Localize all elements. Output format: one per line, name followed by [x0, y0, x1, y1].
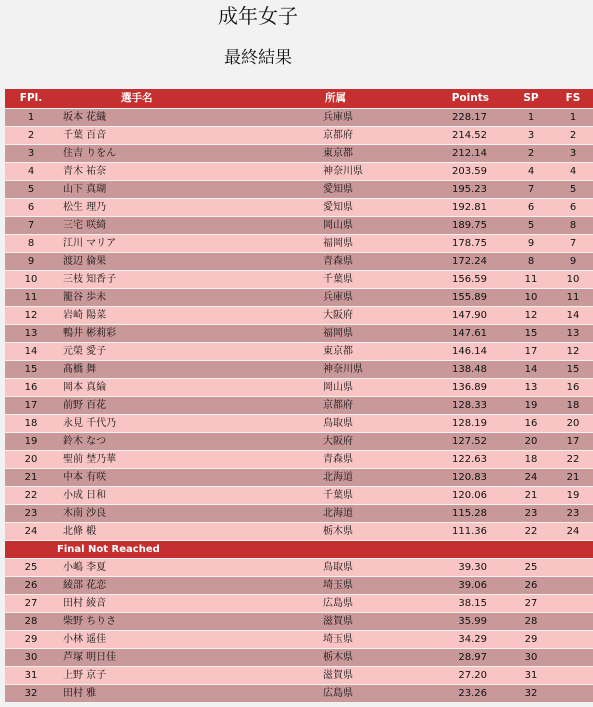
- table-row: [5, 361, 593, 379]
- table-row: [5, 307, 593, 325]
- table-row: [5, 109, 593, 127]
- points-cell: 138.48: [399, 361, 509, 379]
- club-cell: 埼玉県: [321, 631, 399, 649]
- fs-rank-cell: [553, 649, 593, 667]
- club-cell: 埼玉県: [321, 577, 399, 595]
- table-row: [5, 271, 593, 289]
- table-row: [5, 181, 593, 199]
- skater-name-cell: 髙橋 舞: [57, 361, 321, 379]
- fs-rank-cell: 9: [553, 253, 593, 271]
- table-row: [5, 379, 593, 397]
- rank-cell: 20: [5, 451, 57, 469]
- rank-cell: 29: [5, 631, 57, 649]
- sp-rank-cell: 2: [509, 145, 553, 163]
- fs-rank-cell: [553, 631, 593, 649]
- rank-cell: 18: [5, 415, 57, 433]
- club-cell: 北海道: [321, 505, 399, 523]
- points-cell: 120.83: [399, 469, 509, 487]
- fs-rank-cell: 8: [553, 217, 593, 235]
- table-row: [5, 343, 593, 361]
- fs-rank-cell: 24: [553, 523, 593, 541]
- skater-name-cell: 田村 雅: [57, 685, 321, 703]
- points-cell: 178.75: [399, 235, 509, 253]
- rank-cell: 13: [5, 325, 57, 343]
- sp-rank-cell: 1: [509, 109, 553, 127]
- sp-rank-cell: 11: [509, 271, 553, 289]
- sp-rank-cell: 30: [509, 649, 553, 667]
- rank-cell: 10: [5, 271, 57, 289]
- club-cell: 愛知県: [321, 199, 399, 217]
- skater-name-cell: 小林 遥佳: [57, 631, 321, 649]
- sp-rank-cell: 18: [509, 451, 553, 469]
- club-cell: 栃木県: [321, 523, 399, 541]
- table-header-row: [5, 89, 593, 109]
- sp-rank-cell: 23: [509, 505, 553, 523]
- skater-name-cell: 岩崎 陽菜: [57, 307, 321, 325]
- sp-rank-cell: 28: [509, 613, 553, 631]
- club-cell: 青森県: [321, 253, 399, 271]
- sp-rank-cell: 13: [509, 379, 553, 397]
- club-cell: 滋賀県: [321, 613, 399, 631]
- club-cell: 神奈川県: [321, 361, 399, 379]
- club-cell: 東京都: [321, 343, 399, 361]
- table-row: [5, 595, 593, 613]
- table-row: [5, 127, 593, 145]
- sp-rank-cell: 32: [509, 685, 553, 703]
- skater-name-cell: 坂本 花織: [57, 109, 321, 127]
- sp-rank-cell: 26: [509, 577, 553, 595]
- club-cell: 鳥取県: [321, 559, 399, 577]
- skater-name-cell: 綾部 花恋: [57, 577, 321, 595]
- header-fs: FS: [553, 89, 593, 109]
- rank-cell: 30: [5, 649, 57, 667]
- points-cell: 189.75: [399, 217, 509, 235]
- points-cell: 192.81: [399, 199, 509, 217]
- section-header-final-not-reached: [5, 541, 593, 559]
- skater-name-cell: 青木 祐奈: [57, 163, 321, 181]
- sp-rank-cell: 5: [509, 217, 553, 235]
- section-label: Final Not Reached: [57, 541, 593, 559]
- fs-rank-cell: 18: [553, 397, 593, 415]
- skater-name-cell: 千葉 百音: [57, 127, 321, 145]
- table-row: [5, 685, 593, 703]
- skater-name-cell: 三宅 咲綺: [57, 217, 321, 235]
- table-row: [5, 235, 593, 253]
- table-row: [5, 415, 593, 433]
- sp-rank-cell: 20: [509, 433, 553, 451]
- points-cell: 214.52: [399, 127, 509, 145]
- skater-name-cell: 北條 椴: [57, 523, 321, 541]
- skater-name-cell: 渡辺 倫果: [57, 253, 321, 271]
- fs-rank-cell: 10: [553, 271, 593, 289]
- table-row: [5, 505, 593, 523]
- points-cell: 172.24: [399, 253, 509, 271]
- header-sp: SP: [509, 89, 553, 109]
- table-row: [5, 523, 593, 541]
- club-cell: 京都府: [321, 127, 399, 145]
- club-cell: 福岡県: [321, 325, 399, 343]
- rank-cell: 17: [5, 397, 57, 415]
- rank-cell: 12: [5, 307, 57, 325]
- club-cell: 岡山県: [321, 217, 399, 235]
- fs-rank-cell: 19: [553, 487, 593, 505]
- rank-cell: 25: [5, 559, 57, 577]
- fs-rank-cell: [553, 577, 593, 595]
- skater-name-cell: 永見 千代乃: [57, 415, 321, 433]
- rank-cell: 31: [5, 667, 57, 685]
- fs-rank-cell: 13: [553, 325, 593, 343]
- skater-name-cell: 元榮 愛子: [57, 343, 321, 361]
- table-row: [5, 649, 593, 667]
- table-row: [5, 613, 593, 631]
- skater-name-cell: 中本 有咲: [57, 469, 321, 487]
- points-cell: 122.63: [399, 451, 509, 469]
- fs-rank-cell: 2: [553, 127, 593, 145]
- points-cell: 120.06: [399, 487, 509, 505]
- points-cell: 146.14: [399, 343, 509, 361]
- table-row: [5, 163, 593, 181]
- points-cell: 156.59: [399, 271, 509, 289]
- fs-rank-cell: 16: [553, 379, 593, 397]
- club-cell: 愛知県: [321, 181, 399, 199]
- table-row: [5, 289, 593, 307]
- club-cell: 神奈川県: [321, 163, 399, 181]
- skater-name-cell: 小嶋 李夏: [57, 559, 321, 577]
- sp-rank-cell: 12: [509, 307, 553, 325]
- rank-cell: 19: [5, 433, 57, 451]
- fs-rank-cell: 22: [553, 451, 593, 469]
- skater-name-cell: 上野 京子: [57, 667, 321, 685]
- points-cell: 35.99: [399, 613, 509, 631]
- fs-rank-cell: 4: [553, 163, 593, 181]
- club-cell: 千葉県: [321, 487, 399, 505]
- club-cell: 福岡県: [321, 235, 399, 253]
- fs-rank-cell: 15: [553, 361, 593, 379]
- skater-name-cell: 聖前 埜乃華: [57, 451, 321, 469]
- rank-cell: 3: [5, 145, 57, 163]
- club-cell: 大阪府: [321, 433, 399, 451]
- section-spacer: [5, 541, 57, 559]
- points-cell: 38.15: [399, 595, 509, 613]
- sp-rank-cell: 4: [509, 163, 553, 181]
- table-row: [5, 631, 593, 649]
- rank-cell: 26: [5, 577, 57, 595]
- fs-rank-cell: [553, 613, 593, 631]
- fs-rank-cell: 20: [553, 415, 593, 433]
- rank-cell: 15: [5, 361, 57, 379]
- points-cell: 34.29: [399, 631, 509, 649]
- skater-name-cell: 鈴木 なつ: [57, 433, 321, 451]
- table-row: [5, 487, 593, 505]
- points-cell: 39.30: [399, 559, 509, 577]
- skater-name-cell: 田村 綾音: [57, 595, 321, 613]
- table-row: [5, 667, 593, 685]
- points-cell: 39.06: [399, 577, 509, 595]
- fs-rank-cell: [553, 685, 593, 703]
- sp-rank-cell: 7: [509, 181, 553, 199]
- rank-cell: 21: [5, 469, 57, 487]
- sp-rank-cell: 15: [509, 325, 553, 343]
- fs-rank-cell: 3: [553, 145, 593, 163]
- fs-rank-cell: [553, 667, 593, 685]
- skater-name-cell: 岡本 真綸: [57, 379, 321, 397]
- club-cell: 京都府: [321, 397, 399, 415]
- rank-cell: 23: [5, 505, 57, 523]
- rank-cell: 1: [5, 109, 57, 127]
- rank-cell: 22: [5, 487, 57, 505]
- results-body: [5, 109, 593, 703]
- rank-cell: 7: [5, 217, 57, 235]
- fs-rank-cell: 1: [553, 109, 593, 127]
- table-row: [5, 433, 593, 451]
- table-row: [5, 253, 593, 271]
- club-cell: 広島県: [321, 685, 399, 703]
- table-row: [5, 325, 593, 343]
- fs-rank-cell: [553, 559, 593, 577]
- club-cell: 大阪府: [321, 307, 399, 325]
- sp-rank-cell: 8: [509, 253, 553, 271]
- sp-rank-cell: 25: [509, 559, 553, 577]
- skater-name-cell: 山下 真瑚: [57, 181, 321, 199]
- club-cell: 岡山県: [321, 379, 399, 397]
- rank-cell: 2: [5, 127, 57, 145]
- table-row: [5, 199, 593, 217]
- points-cell: 128.33: [399, 397, 509, 415]
- table-row: [5, 397, 593, 415]
- rank-cell: 6: [5, 199, 57, 217]
- club-cell: 鳥取県: [321, 415, 399, 433]
- sp-rank-cell: 27: [509, 595, 553, 613]
- skater-name-cell: 芦塚 明日佳: [57, 649, 321, 667]
- results-table: [5, 89, 593, 703]
- skater-name-cell: 松生 理乃: [57, 199, 321, 217]
- table-row: [5, 145, 593, 163]
- fs-rank-cell: 7: [553, 235, 593, 253]
- skater-name-cell: 籠谷 歩未: [57, 289, 321, 307]
- points-cell: 203.59: [399, 163, 509, 181]
- rank-cell: 8: [5, 235, 57, 253]
- sp-rank-cell: 10: [509, 289, 553, 307]
- header-club: 所属: [321, 89, 399, 109]
- points-cell: 147.61: [399, 325, 509, 343]
- points-cell: 23.26: [399, 685, 509, 703]
- points-cell: 228.17: [399, 109, 509, 127]
- club-cell: 兵庫県: [321, 289, 399, 307]
- rank-cell: 24: [5, 523, 57, 541]
- points-cell: 27.20: [399, 667, 509, 685]
- points-cell: 111.36: [399, 523, 509, 541]
- table-row: [5, 559, 593, 577]
- sp-rank-cell: 22: [509, 523, 553, 541]
- points-cell: 155.89: [399, 289, 509, 307]
- skater-name-cell: 三枝 知香子: [57, 271, 321, 289]
- points-cell: 28.97: [399, 649, 509, 667]
- rank-cell: 27: [5, 595, 57, 613]
- fs-rank-cell: [553, 595, 593, 613]
- club-cell: 青森県: [321, 451, 399, 469]
- points-cell: 128.19: [399, 415, 509, 433]
- sp-rank-cell: 9: [509, 235, 553, 253]
- fs-rank-cell: 17: [553, 433, 593, 451]
- table-row: [5, 469, 593, 487]
- skater-name-cell: 住吉 りをん: [57, 145, 321, 163]
- club-cell: 広島県: [321, 595, 399, 613]
- rank-cell: 32: [5, 685, 57, 703]
- header-points: Points: [399, 89, 509, 109]
- sp-rank-cell: 6: [509, 199, 553, 217]
- rank-cell: 16: [5, 379, 57, 397]
- skater-name-cell: 鴨井 彬莉彩: [57, 325, 321, 343]
- rank-cell: 14: [5, 343, 57, 361]
- sp-rank-cell: 3: [509, 127, 553, 145]
- points-cell: 212.14: [399, 145, 509, 163]
- points-cell: 195.23: [399, 181, 509, 199]
- fs-rank-cell: 5: [553, 181, 593, 199]
- sp-rank-cell: 21: [509, 487, 553, 505]
- club-cell: 東京都: [321, 145, 399, 163]
- rank-cell: 4: [5, 163, 57, 181]
- points-cell: 127.52: [399, 433, 509, 451]
- fs-rank-cell: 14: [553, 307, 593, 325]
- sp-rank-cell: 31: [509, 667, 553, 685]
- skater-name-cell: 柴野 ちりさ: [57, 613, 321, 631]
- table-row: [5, 217, 593, 235]
- club-cell: 栃木県: [321, 649, 399, 667]
- rank-cell: 11: [5, 289, 57, 307]
- sp-rank-cell: 24: [509, 469, 553, 487]
- club-cell: 滋賀県: [321, 667, 399, 685]
- sp-rank-cell: 14: [509, 361, 553, 379]
- sp-rank-cell: 17: [509, 343, 553, 361]
- club-cell: 北海道: [321, 469, 399, 487]
- points-cell: 115.28: [399, 505, 509, 523]
- skater-name-cell: 前野 百花: [57, 397, 321, 415]
- sp-rank-cell: 16: [509, 415, 553, 433]
- page-title: 成年女子: [218, 4, 298, 28]
- header-rank: FPl.: [5, 89, 57, 109]
- sp-rank-cell: 19: [509, 397, 553, 415]
- fs-rank-cell: 11: [553, 289, 593, 307]
- rank-cell: 9: [5, 253, 57, 271]
- skater-name-cell: 小成 日和: [57, 487, 321, 505]
- rank-cell: 5: [5, 181, 57, 199]
- rank-cell: 28: [5, 613, 57, 631]
- club-cell: 千葉県: [321, 271, 399, 289]
- points-cell: 147.90: [399, 307, 509, 325]
- fs-rank-cell: 6: [553, 199, 593, 217]
- points-cell: 136.89: [399, 379, 509, 397]
- table-row: [5, 451, 593, 469]
- page-subtitle: 最終結果: [224, 48, 292, 68]
- skater-name-cell: 木南 沙良: [57, 505, 321, 523]
- table-row: [5, 577, 593, 595]
- sp-rank-cell: 29: [509, 631, 553, 649]
- header-name: 選手名: [57, 89, 321, 109]
- skater-name-cell: 江川 マリア: [57, 235, 321, 253]
- fs-rank-cell: 23: [553, 505, 593, 523]
- club-cell: 兵庫県: [321, 109, 399, 127]
- fs-rank-cell: 12: [553, 343, 593, 361]
- fs-rank-cell: 21: [553, 469, 593, 487]
